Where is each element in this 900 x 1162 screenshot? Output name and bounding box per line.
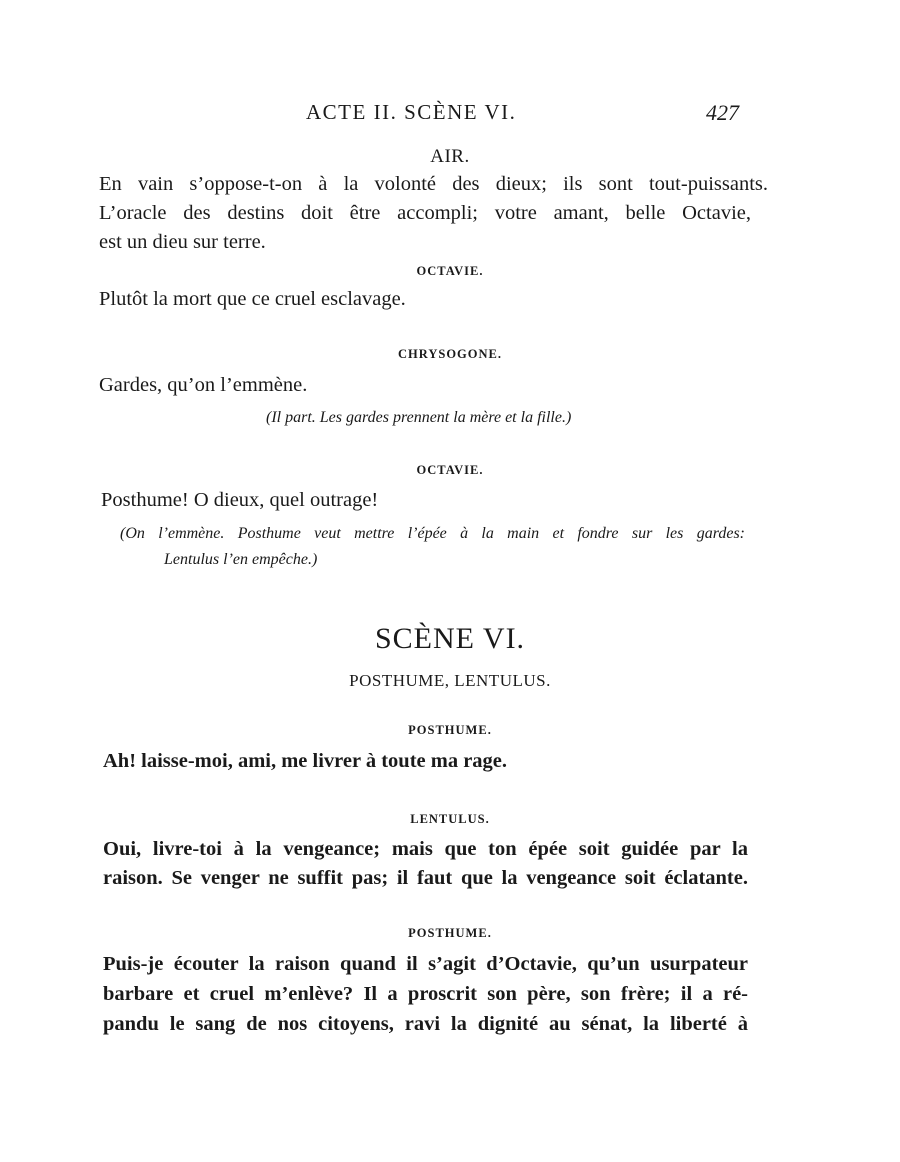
speaker-chrysogone: CHRYSOGONE. (398, 347, 502, 361)
speaker-posthume-1: POSTHUME. (408, 723, 492, 737)
speech-posthume-2-line-1: Puis-je écouter la raison quand il s’agit d’Octavie, qu’un usurpateur (103, 953, 748, 975)
page-number: 427 (706, 100, 739, 125)
speech-posthume-2-line-2: barbare et cruel m’enlève? Il a proscrit son père, son frère; il a ré- (103, 983, 748, 1005)
speaker-air: AIR. (430, 146, 470, 167)
speech-lentulus-line-1: Oui, livre-toi à la vengeance; mais que ton épée soit guidée par la (103, 838, 748, 860)
verse-line-2: L’oracle des destins doit être accompli; votre amant, belle Octavie, (99, 202, 751, 224)
running-title: ACTE II. SCÈNE VI. (306, 100, 517, 124)
speech-octavie-2: Posthume! O dieux, quel outrage! (101, 489, 379, 511)
stage-direction-2-line-1: (On l’emmène. Posthume veut mettre l’épée à la main et fondre sur les gardes: (120, 525, 745, 542)
speech-posthume-2-line-3: pandu le sang de nos citoyens, ravi la dignité au sénat, la liberté à (103, 1013, 748, 1035)
verse-line-1: En vain s’oppose-t-on à la volonté des dieux; ils sont tout-puissants. (99, 173, 768, 195)
stage-direction-2-line-2: Lentulus l’en empêche.) (164, 551, 318, 568)
speech-chrysogone: Gardes, qu’on l’emmène. (99, 374, 308, 396)
scene-title: SCÈNE VI. (374, 622, 526, 655)
speech-posthume-1: Ah! laisse-moi, ami, me livrer à toute ma rage. (103, 750, 508, 772)
stage-direction-1: (Il part. Les gardes prennent la mère et la fille.) (266, 409, 572, 426)
speaker-posthume-2: POSTHUME. (408, 926, 492, 940)
scene-characters: POSTHUME, LENTULUS. (349, 671, 551, 690)
speech-octavie-1: Plutôt la mort que ce cruel esclavage. (99, 288, 406, 310)
speaker-octavie-1: OCTAVIE. (416, 264, 484, 278)
verse-line-3: est un dieu sur terre. (99, 231, 266, 253)
speech-lentulus-line-2: raison. Se venger ne suffit pas; il faut que la vengeance soit éclatante. (103, 867, 748, 889)
speaker-octavie-2: OCTAVIE. (416, 463, 484, 477)
speaker-lentulus: LENTULUS. (410, 812, 490, 826)
